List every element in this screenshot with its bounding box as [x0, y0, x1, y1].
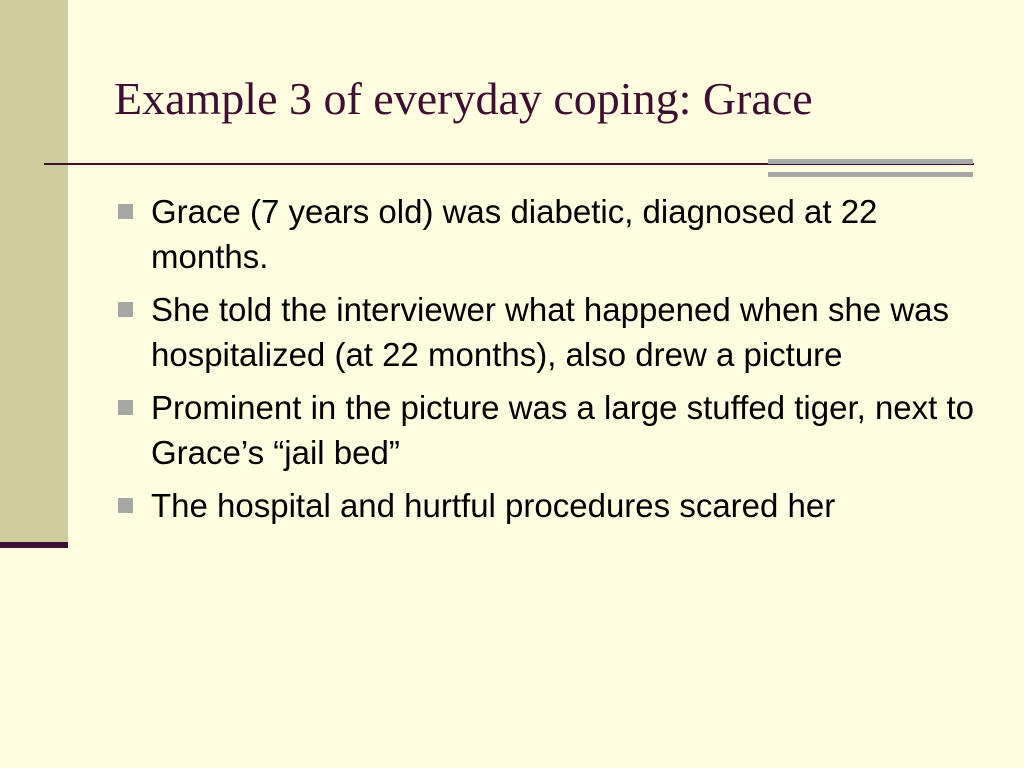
bullet-text: Grace (7 years old) was diabetic, diagnosed at 22 months.: [151, 193, 878, 275]
square-bullet-icon: [118, 302, 133, 317]
side-decoration-bar: [0, 0, 68, 542]
bullet-item: [116, 483, 976, 528]
slide-title: Example 3 of everyday coping: Grace: [114, 73, 813, 124]
bullet-text: The hospital and hurtful procedures scared her: [151, 487, 836, 524]
grey-accent-bar-lower: [768, 172, 973, 177]
grey-accent-bar-upper: [768, 159, 973, 164]
square-bullet-icon: [118, 498, 133, 513]
bullet-text: She told the interviewer what happened when she was hospitalized (at 22 months), also drew a picture: [151, 291, 950, 373]
bullet-item: [116, 287, 976, 377]
square-bullet-icon: [118, 400, 133, 415]
side-accent-line: [0, 542, 68, 548]
bullet-item: [116, 189, 976, 279]
bullet-list: [116, 189, 976, 536]
square-bullet-icon: [118, 204, 133, 219]
bullet-item: [116, 385, 976, 475]
bullet-text: Prominent in the picture was a large stuffed tiger, next to Grace’s “jail bed”: [151, 389, 975, 471]
